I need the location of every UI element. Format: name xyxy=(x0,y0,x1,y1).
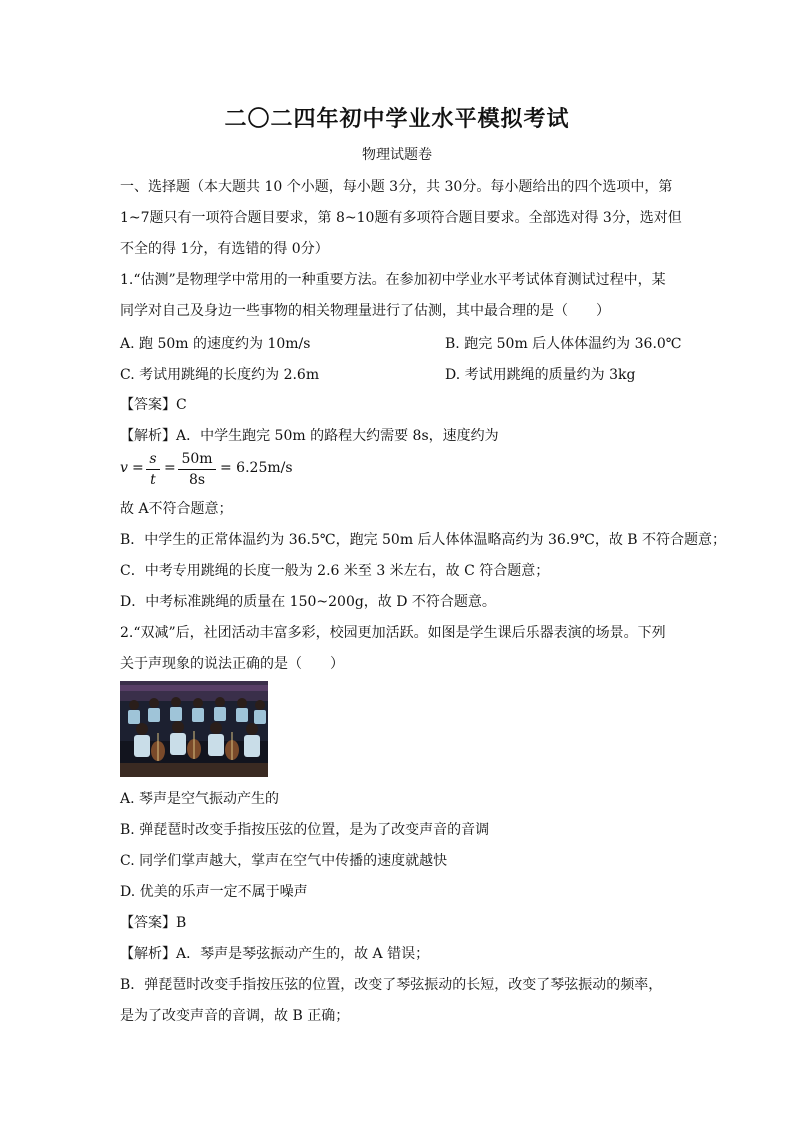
formula-frac2-num: 50m xyxy=(181,451,213,467)
formula-frac2-den: 8s xyxy=(188,472,206,488)
formula-frac1-den: t xyxy=(150,472,156,488)
q1-analysis-c: C．中考专用跳绳的长度一般为 2.6 米至 3 米左右，故 C 符合题意； xyxy=(120,563,550,579)
q2-photo-music-performance xyxy=(120,681,268,777)
q1-option-c: C. 考试用跳绳的长度约为 2.6m xyxy=(120,367,320,383)
section-instructions-line-3: 不全的得 1分，有选错的得 0分） xyxy=(120,241,329,257)
section-instructions-line-1: 一、选择题（本大题共 10 个小题，每小题 3分，共 30分。每小题给出的四个选项中，第 xyxy=(120,179,673,195)
q1-analysis-a-conclusion: 故 A不符合题意； xyxy=(120,501,233,517)
q2-option-d: D. 优美的乐声一定不属于噪声 xyxy=(120,884,308,900)
q1-answer: 【答案】C xyxy=(120,397,187,413)
formula-fraction-2 xyxy=(178,450,216,489)
velocity-formula xyxy=(120,446,420,498)
q1-option-a: A. 跑 50m 的速度约为 10m/s xyxy=(120,336,311,352)
q1-analysis-d: D．中考标准跳绳的质量在 150~200g，故 D 不符合题意。 xyxy=(120,594,496,610)
formula-equals-1: = xyxy=(132,460,144,476)
formula-fraction-1 xyxy=(146,450,160,489)
q2-analysis-b-line-1: B．弹琵琶时改变手指按压弦的位置，改变了琴弦振动的长短，改变了琴弦振动的频率， xyxy=(120,977,663,993)
q1-analysis-b: B．中学生的正常体温约为 36.5℃，跑完 50m 后人体体温略高约为 36.9℃，故 B 不符合题意； xyxy=(120,532,727,548)
formula-lhs: v xyxy=(120,460,128,476)
section-instructions-line-2: 1~7题只有一项符合题目要求，第 8~10题有多项符合题目要求。全部选对得 3分，选对但 xyxy=(120,210,682,226)
q2-analysis-a: 【解析】A．琴声是琴弦振动产生的，故 A 错误； xyxy=(120,946,430,962)
q2-option-b: B. 弹琵琶时改变手指按压弦的位置，是为了改变声音的音调 xyxy=(120,822,490,838)
page-title: 二〇二四年初中学业水平模拟考试 xyxy=(224,106,570,132)
q2-option-c: C. 同学们掌声越大，掌声在空气中传播的速度就越快 xyxy=(120,853,448,869)
q2-analysis-b-line-2: 是为了改变声音的音调，故 B 正确； xyxy=(120,1008,350,1024)
q1-analysis-intro: 【解析】A．中学生跑完 50m 的路程大约需要 8s，速度约为 xyxy=(120,428,499,444)
formula-result: = 6.25m/s xyxy=(220,460,293,476)
formula-frac2-bar xyxy=(178,469,216,470)
formula-equals-2: = xyxy=(164,460,176,476)
q1-option-b: B. 跑完 50m 后人体体温约为 36.0℃ xyxy=(445,336,682,352)
q1-stem-line-1: 1.“估测”是物理学中常用的一种重要方法。在参加初中学业水平考试体育测试过程中，某 xyxy=(120,272,666,288)
q2-stem-line-1: 2.“双减”后，社团活动丰富多彩，校园更加活跃。如图是学生课后乐器表演的场景。下列 xyxy=(120,625,666,641)
formula-frac1-bar xyxy=(146,469,160,470)
q2-option-a: A. 琴声是空气振动产生的 xyxy=(120,791,280,807)
q1-stem-line-2: 同学对自己及身边一些事物的相关物理量进行了估测，其中最合理的是（ ） xyxy=(120,303,610,319)
performance-illustration xyxy=(120,681,268,777)
page-subtitle: 物理试题卷 xyxy=(362,147,432,163)
q1-option-d: D. 考试用跳绳的质量约为 3kg xyxy=(445,367,636,383)
formula-frac1-num: s xyxy=(149,451,157,467)
q2-answer: 【答案】B xyxy=(120,915,187,931)
q2-stem-line-2: 关于声现象的说法正确的是（ ） xyxy=(120,656,344,672)
